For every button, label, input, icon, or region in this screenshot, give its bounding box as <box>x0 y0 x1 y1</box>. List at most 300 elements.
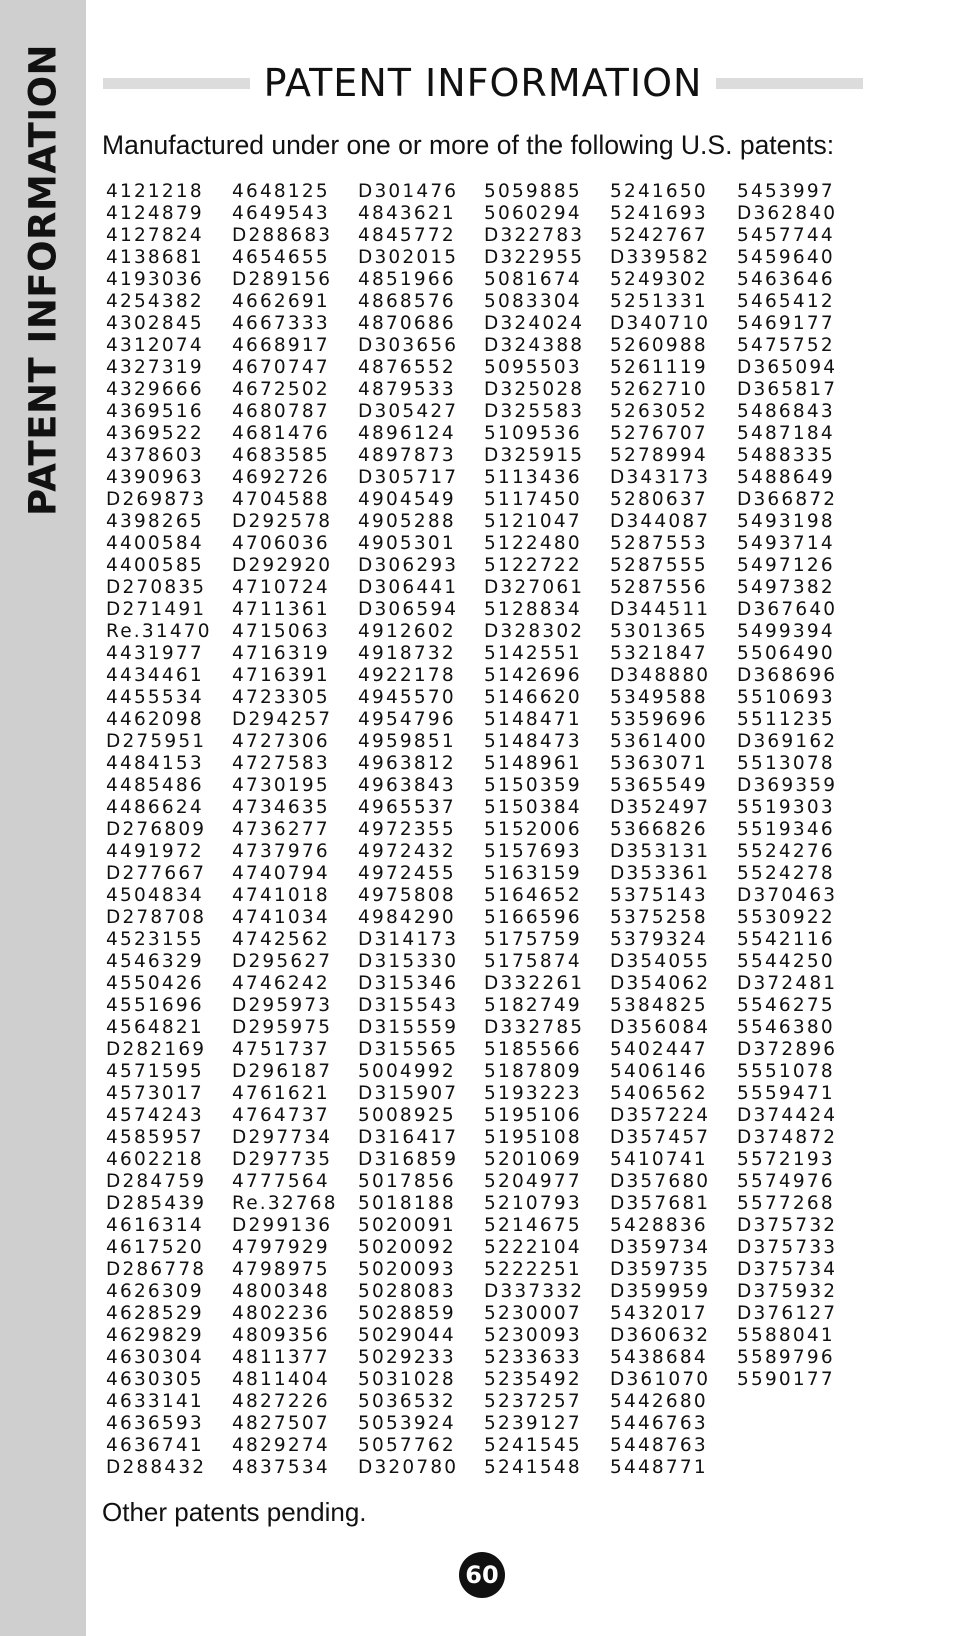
patent-number: D295627 <box>232 951 333 972</box>
patent-number: 5493714 <box>737 533 835 554</box>
patent-number: 4680787 <box>232 401 330 422</box>
patent-number: D315543 <box>358 995 459 1016</box>
patent-number: 5463646 <box>737 269 835 290</box>
patent-number: D375733 <box>737 1237 838 1258</box>
patent-number: 5519303 <box>737 797 835 818</box>
patent-number: 5117450 <box>484 489 582 510</box>
patent-number: 4662691 <box>232 291 330 312</box>
patent-number: 5493198 <box>737 511 835 532</box>
patent-number: D324388 <box>484 335 585 356</box>
patent-number: 4797929 <box>232 1237 330 1258</box>
patent-number: 5438684 <box>610 1347 708 1368</box>
patent-number: 5577268 <box>737 1193 835 1214</box>
patent-number: 5465412 <box>737 291 835 312</box>
patent-number: 5164652 <box>484 885 582 906</box>
patent-number: 5459640 <box>737 247 835 268</box>
patent-number: D289156 <box>232 269 333 290</box>
patent-number: D292578 <box>232 511 333 532</box>
patent-number: D295975 <box>232 1017 333 1038</box>
patent-number: 5182749 <box>484 995 582 1016</box>
patent-number: 4573017 <box>106 1083 204 1104</box>
patent-number: 5448771 <box>610 1457 708 1478</box>
patent-number: D348880 <box>610 665 711 686</box>
patent-number: D276809 <box>106 819 207 840</box>
patent-number: 5366826 <box>610 819 708 840</box>
patent-number: 5053924 <box>358 1413 456 1434</box>
patent-number: 4571595 <box>106 1061 204 1082</box>
patent-number: 4124879 <box>106 203 204 224</box>
patent-number: D352497 <box>610 797 711 818</box>
patent-number: 5241545 <box>484 1435 582 1456</box>
patent-number: D302015 <box>358 247 459 268</box>
patent-number: D269873 <box>106 489 207 510</box>
patent-number: 5574976 <box>737 1171 835 1192</box>
patent-number: 5113436 <box>484 467 582 488</box>
patent-number: 5081674 <box>484 269 582 290</box>
patent-number: 4764737 <box>232 1105 330 1126</box>
patent-number: 4727583 <box>232 753 330 774</box>
patent-number: 4945570 <box>358 687 456 708</box>
patent-number: 5175874 <box>484 951 582 972</box>
patent-number: 5031028 <box>358 1369 456 1390</box>
patent-number: 5017856 <box>358 1171 456 1192</box>
patent-number: D278708 <box>106 907 207 928</box>
patent-number: 4485486 <box>106 775 204 796</box>
patent-number: D295973 <box>232 995 333 1016</box>
patent-number: D306441 <box>358 577 459 598</box>
patent-number: 4730195 <box>232 775 330 796</box>
patent-number: D376127 <box>737 1303 838 1324</box>
patent-number: 5163159 <box>484 863 582 884</box>
patent-number: D288432 <box>106 1457 207 1478</box>
patent-number: 4716391 <box>232 665 330 686</box>
patent-number: 5551078 <box>737 1061 835 1082</box>
patent-number: D359735 <box>610 1259 711 1280</box>
patent-number: D357224 <box>610 1105 711 1126</box>
patent-number: 4312074 <box>106 335 204 356</box>
patent-number: 5121047 <box>484 511 582 532</box>
patent-number: 5020092 <box>358 1237 456 1258</box>
patent-number: 5222251 <box>484 1259 582 1280</box>
patent-number: D357681 <box>610 1193 711 1214</box>
patent-number: 5359696 <box>610 709 708 730</box>
patent-number: 5499394 <box>737 621 835 642</box>
patent-number: D359959 <box>610 1281 711 1302</box>
patent-number: 4138681 <box>106 247 204 268</box>
patent-number: 5287556 <box>610 577 708 598</box>
patent-number: 4984290 <box>358 907 456 928</box>
patent-number: 4751737 <box>232 1039 330 1060</box>
patent-number: 4681476 <box>232 423 330 444</box>
patent-number: D306293 <box>358 555 459 576</box>
patent-number: 5301365 <box>610 621 708 642</box>
patent-number: 5185566 <box>484 1039 582 1060</box>
patent-number: 4692726 <box>232 467 330 488</box>
patent-column-2 <box>232 181 338 1479</box>
patent-number: 5128834 <box>484 599 582 620</box>
patent-number: 4462098 <box>106 709 204 730</box>
patent-number: 5210793 <box>484 1193 582 1214</box>
patent-number: D368696 <box>737 665 838 686</box>
patent-number: 4972355 <box>358 819 456 840</box>
patent-number: 4390963 <box>106 467 204 488</box>
patent-number: D305427 <box>358 401 459 422</box>
patent-number: 4851966 <box>358 269 456 290</box>
patent-number: 5195106 <box>484 1105 582 1126</box>
patent-number: 4484153 <box>106 753 204 774</box>
patent-number: 4811377 <box>232 1347 330 1368</box>
page-title-wrapper <box>103 58 863 108</box>
patent-number: 4922178 <box>358 665 456 686</box>
patent-number: D271491 <box>106 599 207 620</box>
patent-number: 5349588 <box>610 687 708 708</box>
patent-number: 4742562 <box>232 929 330 950</box>
patent-number: 4965537 <box>358 797 456 818</box>
patent-number: 4972432 <box>358 841 456 862</box>
patent-number: 5122480 <box>484 533 582 554</box>
patent-number: D365094 <box>737 357 838 378</box>
patent-number: 5432017 <box>610 1303 708 1324</box>
patent-number: 4630304 <box>106 1347 204 1368</box>
patent-number: 5487184 <box>737 423 835 444</box>
patent-number: 5239127 <box>484 1413 582 1434</box>
patent-number: D357457 <box>610 1127 711 1148</box>
patent-number: 4736277 <box>232 819 330 840</box>
patent-number: 5510693 <box>737 687 835 708</box>
patent-number: 4827507 <box>232 1413 330 1434</box>
patent-number: 4954796 <box>358 709 456 730</box>
patent-number: 4431977 <box>106 643 204 664</box>
patent-number: 4905301 <box>358 533 456 554</box>
patent-number: 5095503 <box>484 357 582 378</box>
patent-number: D282169 <box>106 1039 207 1060</box>
patent-number: 5410741 <box>610 1149 708 1170</box>
patent-number: 4761621 <box>232 1083 330 1104</box>
patent-number: 5453997 <box>737 181 835 202</box>
patent-number: 4959851 <box>358 731 456 752</box>
patent-number: D316417 <box>358 1127 459 1148</box>
patent-number: D285439 <box>106 1193 207 1214</box>
patent-number: 5020093 <box>358 1259 456 1280</box>
patent-number: D339582 <box>610 247 711 268</box>
patent-number: 4870686 <box>358 313 456 334</box>
patent-number: 5513078 <box>737 753 835 774</box>
patent-number: 5241548 <box>484 1457 582 1478</box>
patent-number: 4683585 <box>232 445 330 466</box>
patent-number: 5204977 <box>484 1171 582 1192</box>
patent-number: 5365549 <box>610 775 708 796</box>
patent-number: 4963812 <box>358 753 456 774</box>
patent-number: 4918732 <box>358 643 456 664</box>
patent-number: 5241693 <box>610 203 708 224</box>
patent-number: 5379324 <box>610 929 708 950</box>
patent-number: D314173 <box>358 929 459 950</box>
patent-number: D303656 <box>358 335 459 356</box>
patent-number: 5157693 <box>484 841 582 862</box>
patent-number: 5361400 <box>610 731 708 752</box>
patent-number: D296187 <box>232 1061 333 1082</box>
patent-number: 4648125 <box>232 181 330 202</box>
patent-number: 4800348 <box>232 1281 330 1302</box>
patent-number: 5201069 <box>484 1149 582 1170</box>
patent-column-6 <box>737 181 837 1391</box>
patent-number: 4734635 <box>232 797 330 818</box>
patent-number: 5230093 <box>484 1325 582 1346</box>
patent-number: 5402447 <box>610 1039 708 1060</box>
patent-number: D372481 <box>737 973 838 994</box>
patent-number: 4504834 <box>106 885 204 906</box>
patent-number: 4741034 <box>232 907 330 928</box>
patent-number: 5148961 <box>484 753 582 774</box>
patent-number: 5384825 <box>610 995 708 1016</box>
patent-number: D362840 <box>737 203 838 224</box>
patent-number: 5148471 <box>484 709 582 730</box>
patent-number: 4809356 <box>232 1325 330 1346</box>
patent-column-1 <box>106 181 212 1479</box>
patent-number: 5497126 <box>737 555 835 576</box>
patent-number: 5262710 <box>610 379 708 400</box>
patent-number: 4879533 <box>358 379 456 400</box>
patent-number: 4617520 <box>106 1237 204 1258</box>
patent-number: 5428836 <box>610 1215 708 1236</box>
patent-number: 5187809 <box>484 1061 582 1082</box>
patent-number: D332261 <box>484 973 585 994</box>
patent-number: 4711361 <box>232 599 330 620</box>
patent-number: 4654655 <box>232 247 330 268</box>
patent-number: 5237257 <box>484 1391 582 1412</box>
patent-number: D325583 <box>484 401 585 422</box>
patent-number: 5146620 <box>484 687 582 708</box>
patent-number: D332785 <box>484 1017 585 1038</box>
patent-number: 4254382 <box>106 291 204 312</box>
patent-number: D372896 <box>737 1039 838 1060</box>
patent-number: 5448763 <box>610 1435 708 1456</box>
patent-number: D375734 <box>737 1259 838 1280</box>
patent-number: 4727306 <box>232 731 330 752</box>
patent-number: 5251331 <box>610 291 708 312</box>
patent-number: D275951 <box>106 731 207 752</box>
patent-number: D374872 <box>737 1127 838 1148</box>
patent-number: D306594 <box>358 599 459 620</box>
patent-number: D327061 <box>484 577 585 598</box>
patent-number: D344087 <box>610 511 711 532</box>
patent-number: 4602218 <box>106 1149 204 1170</box>
patent-number: 4843621 <box>358 203 456 224</box>
patent-number: 4400584 <box>106 533 204 554</box>
patent-number: 4897873 <box>358 445 456 466</box>
patent-number: 5028859 <box>358 1303 456 1324</box>
patent-number: 5260988 <box>610 335 708 356</box>
patent-number: 4127824 <box>106 225 204 246</box>
patent-number: D270835 <box>106 577 207 598</box>
patent-number: 4327319 <box>106 357 204 378</box>
patent-column-5 <box>610 181 710 1479</box>
patent-number: D315559 <box>358 1017 459 1038</box>
patent-number: 4378603 <box>106 445 204 466</box>
patent-number: 5150384 <box>484 797 582 818</box>
intro-text: Manufactured under one or more of the following U.S. patents: <box>102 130 835 160</box>
patent-number: D320780 <box>358 1457 459 1478</box>
patent-number: 4975808 <box>358 885 456 906</box>
patent-number: D328302 <box>484 621 585 642</box>
patent-number: 4741018 <box>232 885 330 906</box>
patent-number: 4616314 <box>106 1215 204 1236</box>
patent-number: D315907 <box>358 1083 459 1104</box>
patent-number: D322955 <box>484 247 585 268</box>
patent-number: 4667333 <box>232 313 330 334</box>
patent-number: 5363071 <box>610 753 708 774</box>
patent-number: D294257 <box>232 709 333 730</box>
patent-number: 4626309 <box>106 1281 204 1302</box>
patent-number: 4716319 <box>232 643 330 664</box>
patent-number: 5559471 <box>737 1083 835 1104</box>
patent-number: 5544250 <box>737 951 835 972</box>
patent-number: 5122722 <box>484 555 582 576</box>
patent-number: 4829274 <box>232 1435 330 1456</box>
patent-number: 4876552 <box>358 357 456 378</box>
patent-number: 5442680 <box>610 1391 708 1412</box>
patent-number: 4746242 <box>232 973 330 994</box>
patent-number: D315565 <box>358 1039 459 1060</box>
patent-number: D315346 <box>358 973 459 994</box>
patent-number: 5233633 <box>484 1347 582 1368</box>
patent-number: 5235492 <box>484 1369 582 1390</box>
patent-number: 4400585 <box>106 555 204 576</box>
patent-number: 5109536 <box>484 423 582 444</box>
patent-number: 4369516 <box>106 401 204 422</box>
patent-number: 5195108 <box>484 1127 582 1148</box>
patent-number: 5375258 <box>610 907 708 928</box>
patent-number: 4329666 <box>106 379 204 400</box>
patent-number: D325028 <box>484 379 585 400</box>
patent-number: 4628529 <box>106 1303 204 1324</box>
patent-number: 5060294 <box>484 203 582 224</box>
patent-number: 5457744 <box>737 225 835 246</box>
patent-column-3 <box>358 181 458 1479</box>
patent-number: 5029044 <box>358 1325 456 1346</box>
patent-number: 5036532 <box>358 1391 456 1412</box>
footer-note: Other patents pending. <box>102 1497 367 1527</box>
patent-number: 5193223 <box>484 1083 582 1104</box>
patent-number: 4912602 <box>358 621 456 642</box>
patent-number: D365817 <box>737 379 838 400</box>
patent-number: D315330 <box>358 951 459 972</box>
patent-number: D340710 <box>610 313 711 334</box>
patent-number: 4672502 <box>232 379 330 400</box>
patent-number: D356084 <box>610 1017 711 1038</box>
patent-number: 4649543 <box>232 203 330 224</box>
patent-number: 5546275 <box>737 995 835 1016</box>
patent-number: D353361 <box>610 863 711 884</box>
patent-number: D375732 <box>737 1215 838 1236</box>
patent-number: D361070 <box>610 1369 711 1390</box>
patent-number: 4523155 <box>106 929 204 950</box>
patent-number: 5588041 <box>737 1325 835 1346</box>
patent-number: 4706036 <box>232 533 330 554</box>
patent-number: D322783 <box>484 225 585 246</box>
patent-number: 5511235 <box>737 709 835 730</box>
patent-number: D366872 <box>737 489 838 510</box>
patent-number: 5222104 <box>484 1237 582 1258</box>
patent-number: 5083304 <box>484 291 582 312</box>
patent-number: D359734 <box>610 1237 711 1258</box>
patent-number: 4630305 <box>106 1369 204 1390</box>
patent-number: 4972455 <box>358 863 456 884</box>
patent-column-4 <box>484 181 584 1479</box>
patent-number: D325915 <box>484 445 585 466</box>
patent-number: D344511 <box>610 599 711 620</box>
patent-number: 5321847 <box>610 643 708 664</box>
patent-number: 4845772 <box>358 225 456 246</box>
patent-number: D297735 <box>232 1149 333 1170</box>
patent-number: 5175759 <box>484 929 582 950</box>
patent-number: 5546380 <box>737 1017 835 1038</box>
patent-number: 5406146 <box>610 1061 708 1082</box>
patent-number: 5028083 <box>358 1281 456 1302</box>
patent-number: 5278994 <box>610 445 708 466</box>
patent-number: 4668917 <box>232 335 330 356</box>
patent-number: D288683 <box>232 225 333 246</box>
patent-number: 5475752 <box>737 335 835 356</box>
patent-number: D357680 <box>610 1171 711 1192</box>
patent-number: Re.32768 <box>232 1193 338 1214</box>
patent-number: 4868576 <box>358 291 456 312</box>
patent-number: 4398265 <box>106 511 204 532</box>
patent-number: 5230007 <box>484 1303 582 1324</box>
patent-number: 4737976 <box>232 841 330 862</box>
patent-number: D354055 <box>610 951 711 972</box>
patent-number: 4550426 <box>106 973 204 994</box>
patent-number: 4434461 <box>106 665 204 686</box>
patent-number: 5524276 <box>737 841 835 862</box>
patent-number: 5029233 <box>358 1347 456 1368</box>
patent-number: 5152006 <box>484 819 582 840</box>
patent-number: 5249302 <box>610 269 708 290</box>
patent-number: D301476 <box>358 181 459 202</box>
patent-number: D299136 <box>232 1215 333 1236</box>
patent-number: 5469177 <box>737 313 835 334</box>
patent-number: 5004992 <box>358 1061 456 1082</box>
patent-number: 5406562 <box>610 1083 708 1104</box>
patent-number: D297734 <box>232 1127 333 1148</box>
patent-number: 5488649 <box>737 467 835 488</box>
patent-number: 5488335 <box>737 445 835 466</box>
patent-number: 4740794 <box>232 863 330 884</box>
patent-number: 4837534 <box>232 1457 330 1478</box>
patent-number: D305717 <box>358 467 459 488</box>
patent-number: 4723305 <box>232 687 330 708</box>
patent-number: 5276707 <box>610 423 708 444</box>
patent-number: 4486624 <box>106 797 204 818</box>
patent-number: 4302845 <box>106 313 204 334</box>
patent-number: D374424 <box>737 1105 838 1126</box>
patent-number: D316859 <box>358 1149 459 1170</box>
patent-number: 4629829 <box>106 1325 204 1346</box>
patent-number: 5590177 <box>737 1369 835 1390</box>
patent-number: 5263052 <box>610 401 708 422</box>
side-tab-label: PATENT INFORMATION <box>21 43 65 517</box>
patent-number: 5287555 <box>610 555 708 576</box>
patent-number: 5059885 <box>484 181 582 202</box>
patent-number: D277667 <box>106 863 207 884</box>
patent-number: 4546329 <box>106 951 204 972</box>
patent-number: 5542116 <box>737 929 835 950</box>
patent-number: 4670747 <box>232 357 330 378</box>
patent-number: D369162 <box>737 731 838 752</box>
patent-number: 5497382 <box>737 577 835 598</box>
patent-number: 4491972 <box>106 841 204 862</box>
patent-number: 4715063 <box>232 621 330 642</box>
